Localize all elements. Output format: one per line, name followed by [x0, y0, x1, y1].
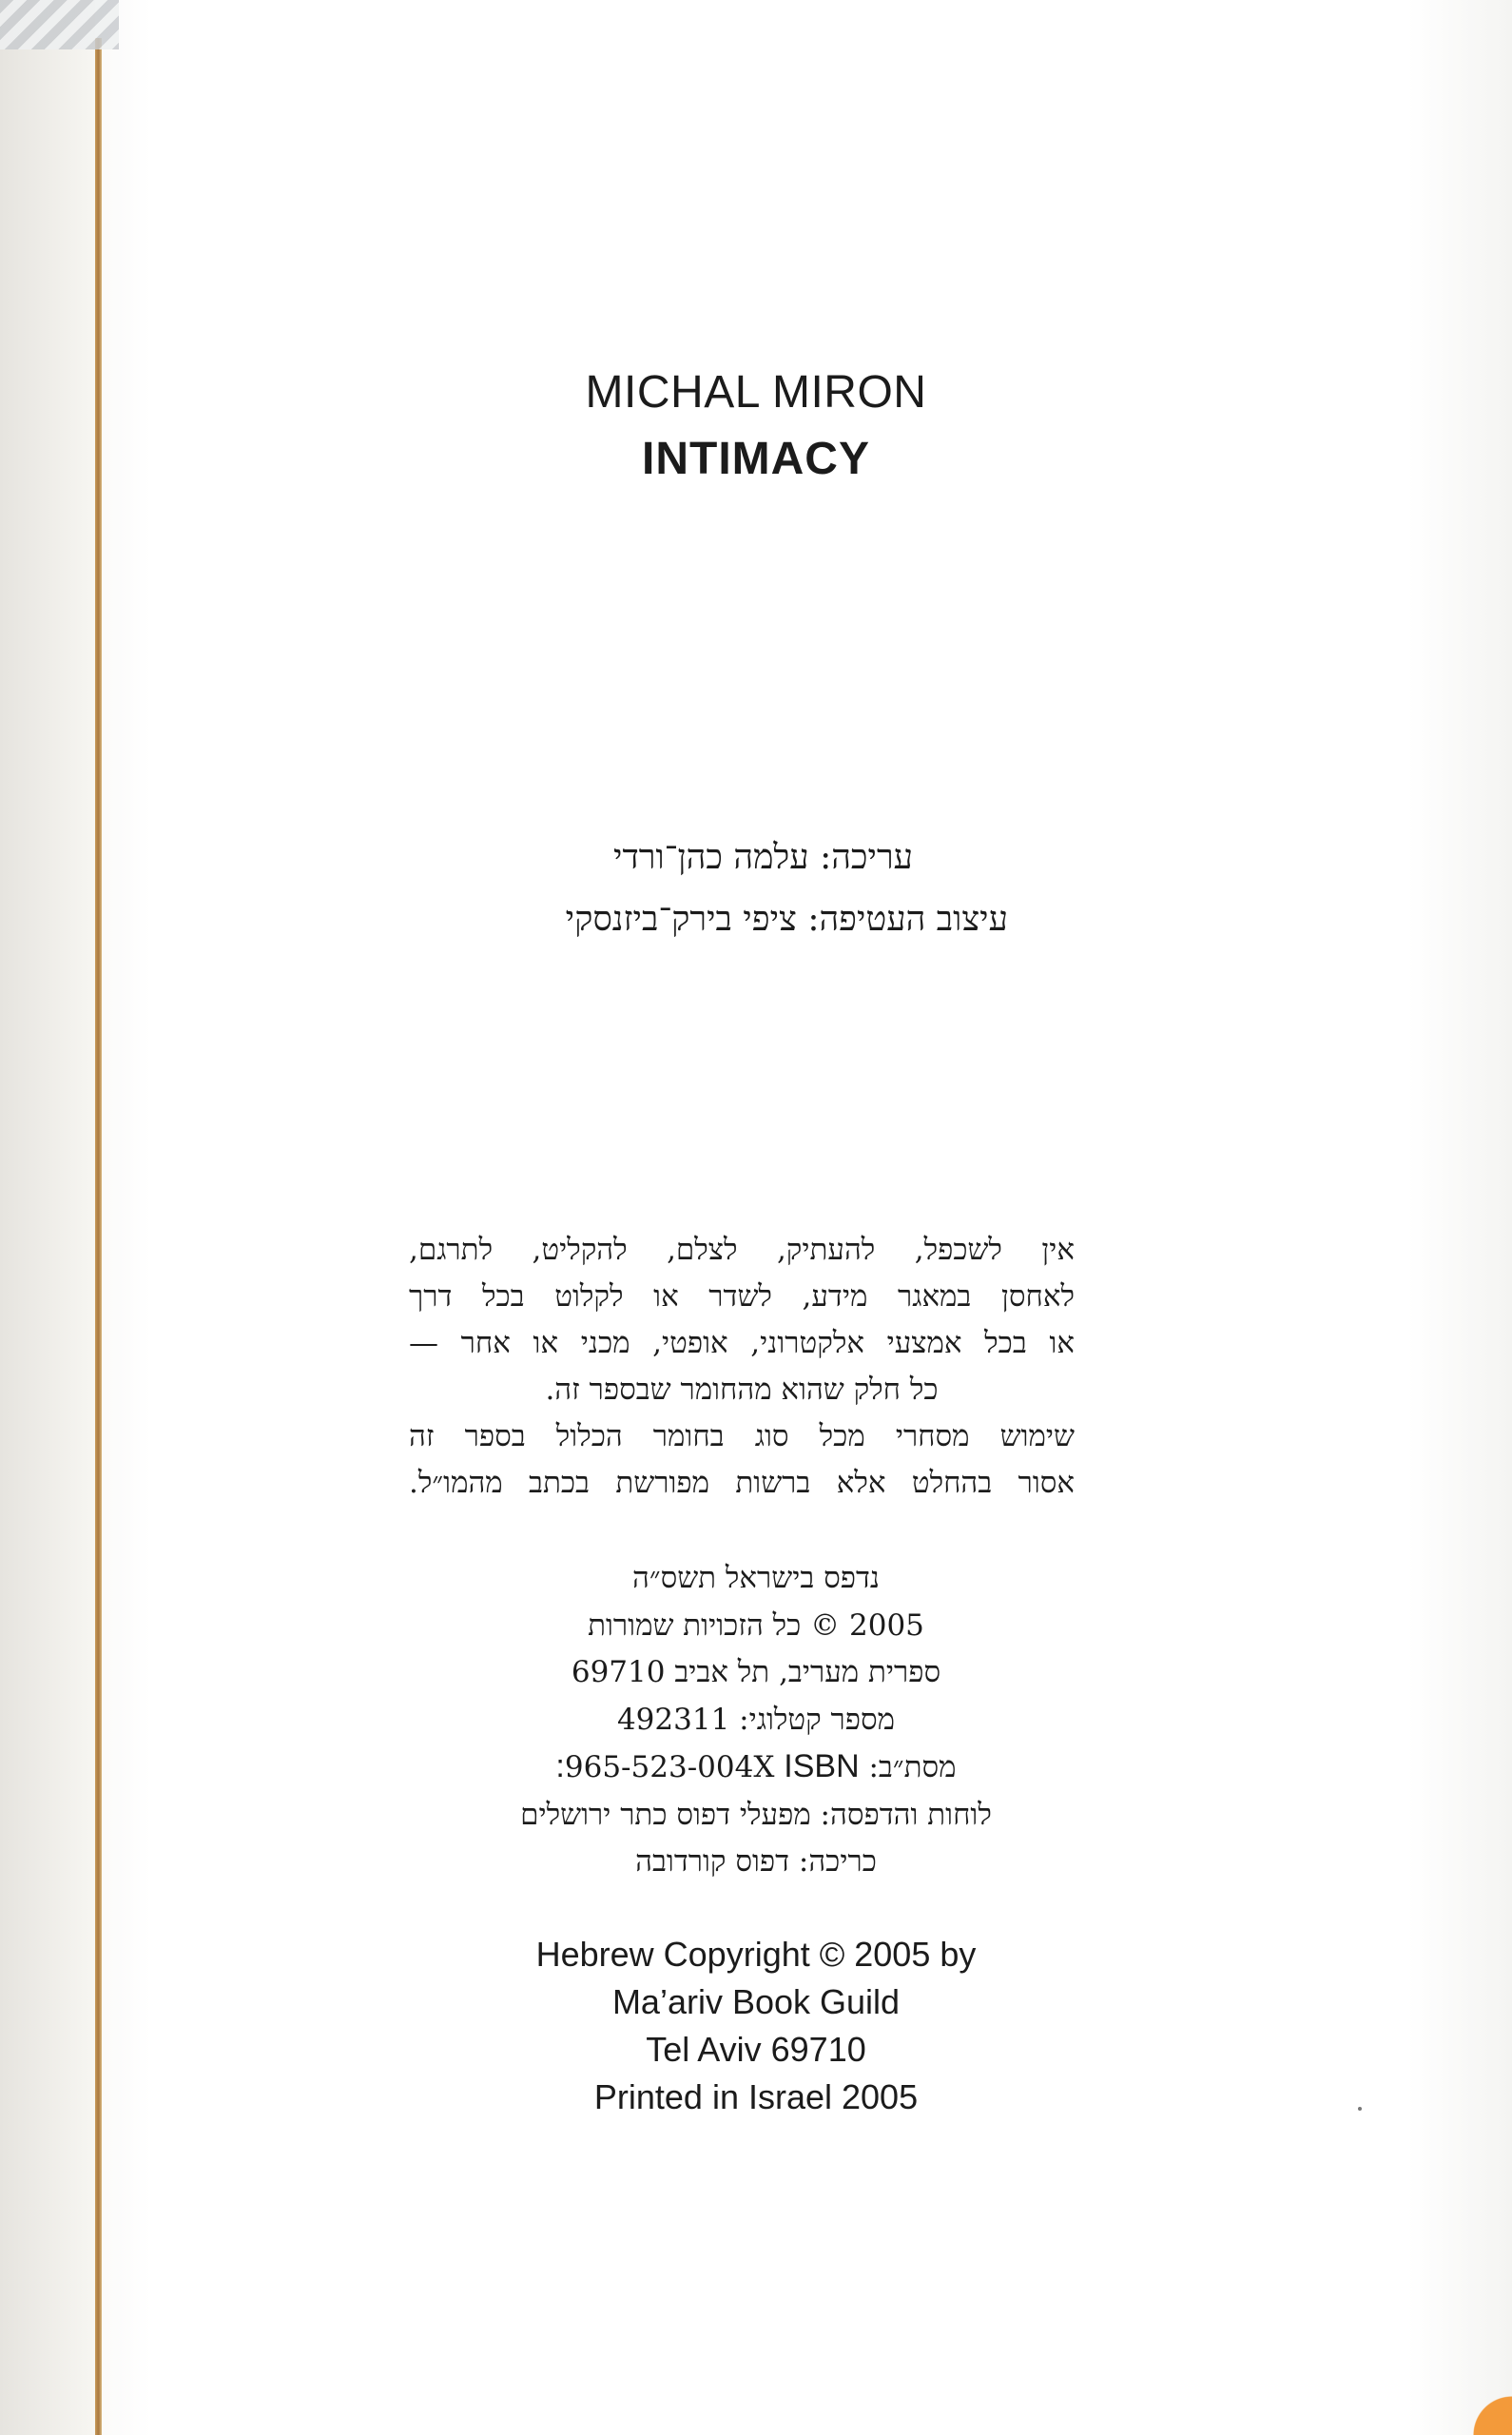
paper-speck	[1358, 2107, 1362, 2111]
english-city: Tel Aviv 69710	[646, 2030, 866, 2069]
legal-line: כל חלק שהוא מהחומר שבספר זה.	[545, 1373, 939, 1407]
corner-cover-edge	[1445, 2387, 1512, 2435]
copyright-line: 2005 © כל הזכויות שמורות	[588, 1607, 924, 1643]
isbn-line	[0, 1743, 1512, 1792]
english-copyright: Hebrew Copyright © 2005 by	[535, 1935, 977, 1974]
hebrew-imprint	[0, 1555, 1512, 1886]
author-name: MICHAL MIRON	[585, 367, 927, 418]
plates-line: לוחות והדפסה: מפעלי דפוס כתר ירושלים	[520, 1797, 992, 1832]
legal-line: לאחסן במאגר מידע, לשדר או לקלוט בכל דרך	[409, 1279, 1075, 1314]
publisher-line: ספרית מעריב, תל אביב 69710	[571, 1655, 941, 1689]
book-title: INTIMACY	[642, 434, 870, 484]
legal-line: אסור בהחלט אלא ברשות מפורשת בכתב מהמו״ל.	[409, 1466, 1075, 1500]
catalog-number: 492311	[616, 1702, 730, 1737]
corner-tape	[0, 0, 119, 49]
binding-line: כריכה: דפוס קורדובה	[635, 1844, 877, 1879]
english-publisher: Ma’ariv Book Guild	[611, 1982, 901, 2021]
legal-line: אין לשכפל, להעתיק, לצלם, להקליט, לתרגם,	[409, 1233, 1075, 1267]
english-printed: Printed in Israel 2005	[593, 2077, 919, 2116]
credit-editing: עריכה: עלמה כהן־ורדי	[613, 838, 913, 877]
isbn-hebrew-label: מסת״ב:	[868, 1750, 957, 1784]
catalog-label: מספר קטלוגי:	[739, 1702, 896, 1737]
legal-notice	[409, 1227, 1075, 1507]
printed-in: נדפס בישראל תשס״ה	[631, 1561, 881, 1595]
credit-cover-design: עיצוב העטיפה: ציפי בירק־ביזנסקי	[565, 900, 1008, 939]
legal-line: או בכל אמצעי אלקטרוני, אופטי, מכני או אחר —	[409, 1326, 1075, 1360]
english-imprint	[0, 1931, 1512, 2121]
isbn-value: 965-523-004X	[564, 1750, 775, 1784]
legal-line: שימוש מסחרי מכל סוג בחומר הכלול בספר זה	[409, 1419, 1075, 1453]
isbn-latin-label: ISBN:	[555, 1748, 860, 1784]
catalog-line	[0, 1697, 1512, 1744]
